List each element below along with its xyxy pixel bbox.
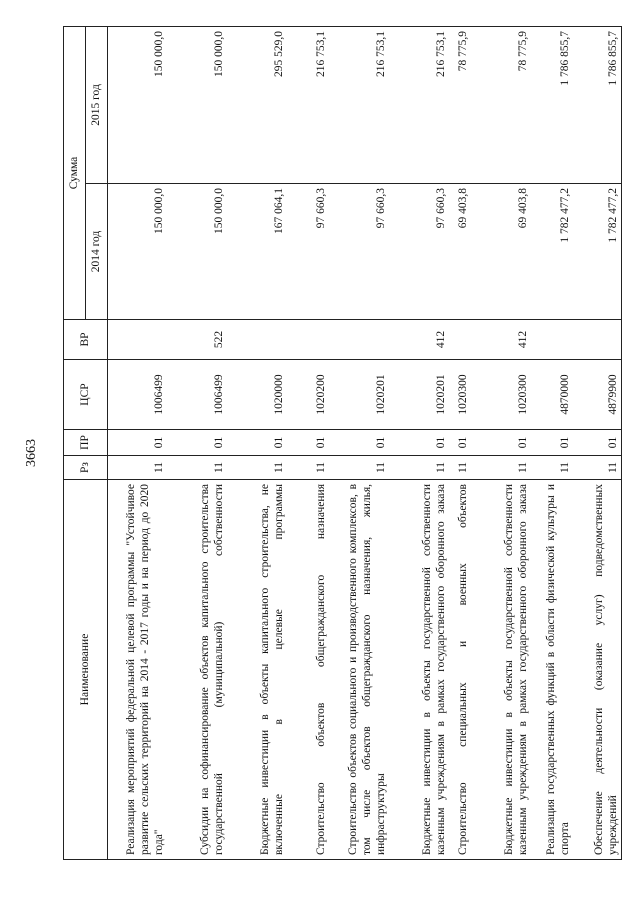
cell-2015: 216 753,1 [390, 26, 450, 183]
cell-vr: 412 [472, 320, 532, 360]
table-row [450, 26, 472, 859]
table-row [228, 26, 288, 859]
cell-rz: 11 [330, 456, 390, 480]
cell-vr [450, 320, 472, 360]
cell-pr: 01 [168, 430, 228, 456]
cell-2014: 97 660,3 [288, 184, 330, 320]
cell-rz: 11 [288, 456, 330, 480]
cell-2015: 150 000,0 [168, 26, 228, 183]
header-rz: Рз [64, 456, 108, 480]
cell-name: Строительство специальных и военных объектов [450, 480, 472, 860]
cell-vr [532, 320, 574, 360]
cell-vr: 412 [390, 320, 450, 360]
table-body [108, 26, 622, 859]
cell-csr: 1020300 [450, 360, 472, 430]
cell-pr: 01 [450, 430, 472, 456]
cell-vr [108, 320, 168, 360]
table-row [532, 26, 574, 859]
cell-pr: 01 [472, 430, 532, 456]
cell-pr: 01 [228, 430, 288, 456]
cell-csr: 1020300 [472, 360, 532, 430]
table-row [108, 26, 168, 859]
cell-rz: 11 [532, 456, 574, 480]
header-csr: ЦСР [64, 360, 108, 430]
cell-name: Обеспечение деятельности (оказание услуг) подведомственных учреждений [574, 480, 622, 860]
page-number: 3663 [24, 439, 39, 467]
header-2015: 2015 год [86, 26, 108, 183]
cell-pr: 01 [330, 430, 390, 456]
budget-table [63, 26, 622, 860]
cell-vr [330, 320, 390, 360]
header-2014: 2014 год [86, 184, 108, 320]
cell-2015: 216 753,1 [330, 26, 390, 183]
cell-csr: 1020000 [228, 360, 288, 430]
cell-rz: 11 [472, 456, 532, 480]
cell-csr: 1020201 [330, 360, 390, 430]
cell-2014: 1 782 477,2 [574, 184, 622, 320]
rotated-page [63, 27, 619, 860]
cell-pr: 01 [288, 430, 330, 456]
cell-name: Бюджетные инвестиции в объекты государственной собственности казенным учреждениям в рамках государственного оборонного заказа [390, 480, 450, 860]
cell-2014: 150 000,0 [108, 184, 168, 320]
cell-vr: 522 [168, 320, 228, 360]
cell-rz: 11 [228, 456, 288, 480]
table-row [574, 26, 622, 859]
cell-name: Реализация мероприятий федеральной целевой программы "Устойчивое развитие сельских территорий на 2014 - 2017 годы и на период до 2020 года" [108, 480, 168, 860]
cell-2015: 1 786 855,7 [532, 26, 574, 183]
header-pr: ПР [64, 430, 108, 456]
table-row [288, 26, 330, 859]
cell-2014: 167 064,1 [228, 184, 288, 320]
header-vr: ВР [64, 320, 108, 360]
page-number-strip [20, 0, 60, 905]
cell-name: Реализация государственных функций в области физической культуры и спорта [532, 480, 574, 860]
cell-pr: 01 [574, 430, 622, 456]
cell-vr [228, 320, 288, 360]
cell-csr: 1006499 [108, 360, 168, 430]
cell-name: Строительство объектов общегражданского назначения [288, 480, 330, 860]
cell-name: Субсидии на софинансирование объектов капитального строительства государственной (муниципальной) собственности [168, 480, 228, 860]
cell-rz: 11 [390, 456, 450, 480]
table-row [168, 26, 228, 859]
cell-2014: 69 403,8 [450, 184, 472, 320]
cell-name: Бюджетные инвестиции в объекты капитального строительства, не включенные в целевые программы [228, 480, 288, 860]
table-row [330, 26, 390, 859]
cell-csr: 4870000 [532, 360, 574, 430]
cell-rz: 11 [574, 456, 622, 480]
cell-2014: 97 660,3 [330, 184, 390, 320]
cell-2015: 216 753,1 [288, 26, 330, 183]
cell-2014: 97 660,3 [390, 184, 450, 320]
cell-2014: 69 403,8 [472, 184, 532, 320]
cell-rz: 11 [168, 456, 228, 480]
header-name: Наименование [64, 480, 108, 860]
cell-name: Бюджетные инвестиции в объекты государственной собственности казенным учреждениям в рамках государственного оборонного заказа [472, 480, 532, 860]
table-row [472, 26, 532, 859]
cell-name: Строительство объектов социального и производственного комплексов, в том числе объектов общегражданского назначения, жилья, инфраструктуры [330, 480, 390, 860]
cell-vr [288, 320, 330, 360]
cell-2015: 78 775,9 [450, 26, 472, 183]
cell-2014: 150 000,0 [168, 184, 228, 320]
cell-pr: 01 [108, 430, 168, 456]
cell-vr [574, 320, 622, 360]
cell-rz: 11 [108, 456, 168, 480]
cell-2015: 1 786 855,7 [574, 26, 622, 183]
cell-2015: 78 775,9 [472, 26, 532, 183]
cell-2015: 150 000,0 [108, 26, 168, 183]
cell-rz: 11 [450, 456, 472, 480]
cell-csr: 1020200 [288, 360, 330, 430]
cell-2015: 295 529,0 [228, 26, 288, 183]
header-sum: Сумма [64, 26, 86, 319]
cell-csr: 1006499 [168, 360, 228, 430]
cell-csr: 4879900 [574, 360, 622, 430]
cell-pr: 01 [390, 430, 450, 456]
cell-pr: 01 [532, 430, 574, 456]
table-row [390, 26, 450, 859]
cell-csr: 1020201 [390, 360, 450, 430]
cell-2014: 1 782 477,2 [532, 184, 574, 320]
